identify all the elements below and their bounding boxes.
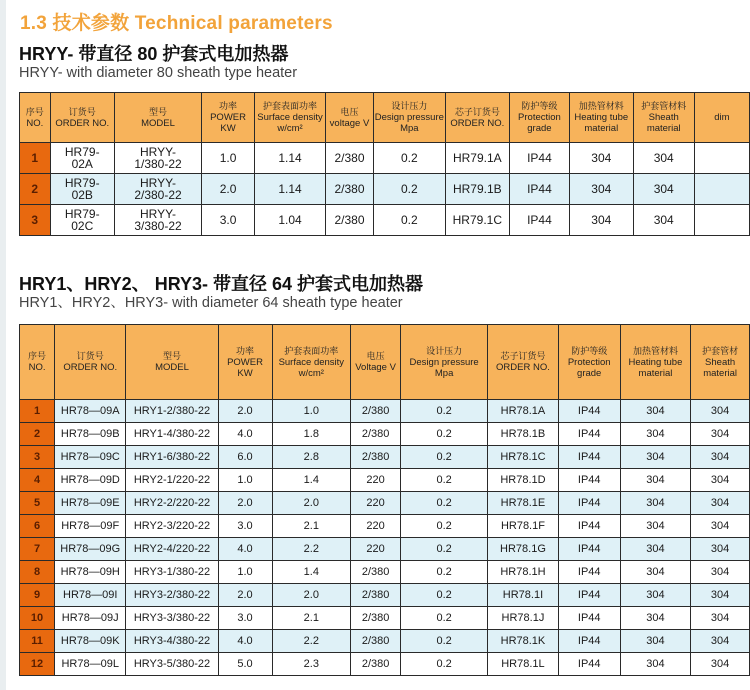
section-title: 1.3 技术参数 Technical parameters: [20, 13, 333, 34]
power-cell: 1.0: [202, 143, 255, 174]
dim-cell: [694, 174, 749, 205]
sheath-cell: 304: [633, 143, 694, 174]
core-cell: HR78.1A: [488, 400, 559, 423]
column-header: [20, 93, 51, 143]
column-header-cn: 序号: [25, 106, 44, 117]
sheath-cell: 304: [691, 492, 750, 515]
density-cell: 2.0: [272, 492, 351, 515]
pressure-cell: 0.2: [401, 515, 488, 538]
column-header-cn: 护套表面功率: [284, 345, 339, 356]
grade-cell: IP44: [558, 653, 620, 676]
row-number: 3: [20, 446, 55, 469]
pressure-cell: 0.2: [401, 538, 488, 561]
order-no-line1: HR79-: [64, 176, 100, 190]
column-header-cn: 型号: [162, 351, 181, 361]
table-row: [20, 653, 750, 676]
pressure-cell: 0.2: [401, 607, 488, 630]
order-no-line1: HR79-: [64, 145, 100, 159]
sheath-cell: 304: [691, 538, 750, 561]
power-cell: 2.0: [218, 584, 272, 607]
order-cell: HR78—09F: [55, 515, 126, 538]
model-cell: HRY3-4/380-22: [126, 630, 218, 653]
grade-cell: IP44: [558, 538, 620, 561]
model-cell: HRY3-1/380-22: [126, 561, 218, 584]
tube-cell: 304: [620, 607, 691, 630]
model-cell: HRY3-5/380-22: [126, 653, 218, 676]
column-header-cn: 护套表面功率: [263, 101, 318, 111]
column-header-cn: 功率: [219, 101, 238, 111]
column-header: [509, 93, 569, 143]
power-cell: 6.0: [218, 446, 272, 469]
density-cell: 1.8: [272, 423, 351, 446]
density-cell: 1.0: [272, 400, 351, 423]
voltage-cell: 2/380: [351, 446, 401, 469]
table1-title-en: HRYY- with diameter 80 sheath type heater: [19, 65, 298, 81]
column-header-cn: 设计压力: [391, 101, 428, 111]
tube-cell: 304: [569, 205, 633, 236]
order-cell: HR78—09A: [55, 400, 126, 423]
sheath-cell: 304: [633, 205, 694, 236]
tube-cell: 304: [569, 143, 633, 174]
column-header-cn: 设计压力: [426, 345, 463, 356]
table-row: [20, 607, 750, 630]
order-no-line2: 02A: [71, 157, 93, 171]
sheath-cell: 304: [691, 446, 750, 469]
table-row: [20, 205, 750, 236]
sheath-cell: 304: [691, 423, 750, 446]
pressure-cell: 0.2: [401, 446, 488, 469]
column-header-en: Surface density w/cm²: [278, 356, 345, 379]
order-cell: HR78—09J: [55, 607, 126, 630]
tube-cell: 304: [620, 469, 691, 492]
voltage-cell: 2/380: [326, 143, 374, 174]
grade-cell: IP44: [558, 423, 620, 446]
column-header-cn: 电压: [340, 106, 359, 117]
density-cell: 1.04: [255, 205, 326, 236]
density-cell: 2.1: [272, 607, 351, 630]
row-number: 1: [20, 143, 51, 174]
table-row: [20, 423, 750, 446]
model-line2: 2/380-22: [134, 188, 182, 202]
order-cell: HR78—09L: [55, 653, 126, 676]
sheath-cell: 304: [691, 607, 750, 630]
grade-cell: IP44: [509, 143, 569, 174]
pressure-cell: 0.2: [401, 584, 488, 607]
table2-title-cn: HRY1、HRY2、 HRY3- 带直径 64 护套式电加热器: [19, 274, 424, 294]
tube-cell: 304: [620, 630, 691, 653]
core-cell: HR78.1C: [488, 446, 559, 469]
row-number: 7: [20, 538, 55, 561]
column-header-cn: 防护等级: [571, 345, 608, 356]
tube-cell: 304: [620, 561, 691, 584]
core-cell: HR78.1D: [488, 469, 559, 492]
tube-cell: 304: [620, 423, 691, 446]
table1-spec-table: [19, 92, 750, 236]
column-header-en: Sheath material: [646, 112, 681, 134]
sheath-cell: 304: [633, 174, 694, 205]
column-header-en: MODEL: [155, 362, 189, 373]
model-line1: HRYY-: [139, 145, 177, 159]
column-header-cn: 订货号: [76, 351, 104, 361]
model-cell: [114, 205, 201, 236]
row-number: 1: [20, 400, 55, 423]
core-cell: HR79.1A: [445, 143, 509, 174]
column-header: [558, 325, 620, 400]
power-cell: 5.0: [218, 653, 272, 676]
power-cell: 1.0: [218, 561, 272, 584]
table-row: [20, 538, 750, 561]
column-header-cn: 芯子订货号: [454, 106, 500, 117]
tube-cell: 304: [620, 653, 691, 676]
voltage-cell: 2/380: [351, 584, 401, 607]
column-header-en: ORDER NO.: [63, 362, 118, 373]
column-header: [55, 325, 126, 400]
column-header-en: Voltage V: [355, 362, 396, 373]
column-header: [620, 325, 691, 400]
power-cell: 1.0: [218, 469, 272, 492]
density-cell: 1.14: [255, 143, 326, 174]
voltage-cell: 2/380: [351, 630, 401, 653]
model-cell: HRY2-1/220-22: [126, 469, 218, 492]
row-number: 12: [20, 653, 55, 676]
order-cell: HR78—09H: [55, 561, 126, 584]
pressure-cell: 0.2: [401, 630, 488, 653]
dim-cell: [694, 205, 749, 236]
power-cell: 3.0: [218, 607, 272, 630]
column-header-cn: 功率: [236, 345, 255, 356]
grade-cell: IP44: [558, 607, 620, 630]
order-cell: HR78—09K: [55, 630, 126, 653]
density-cell: 2.1: [272, 515, 351, 538]
column-header-en: NO.: [26, 117, 44, 129]
sheath-cell: 304: [691, 630, 750, 653]
grade-cell: IP44: [558, 561, 620, 584]
power-cell: 4.0: [218, 538, 272, 561]
tube-cell: 304: [620, 446, 691, 469]
model-cell: HRY1-6/380-22: [126, 446, 218, 469]
column-header-cn: 护套管材: [702, 345, 739, 356]
voltage-cell: 220: [351, 469, 401, 492]
row-number: 5: [20, 492, 55, 515]
column-header-en: NO.: [28, 362, 46, 373]
column-header: [255, 93, 326, 143]
power-cell: 3.0: [218, 515, 272, 538]
grade-cell: IP44: [558, 400, 620, 423]
table-row: [20, 469, 750, 492]
power-cell: 2.0: [202, 174, 255, 205]
row-number: 8: [20, 561, 55, 584]
column-header-cn: 型号: [148, 106, 167, 117]
column-header-cn: 订货号: [68, 106, 96, 117]
column-header-cn: 电压: [366, 351, 385, 361]
tube-cell: 304: [620, 400, 691, 423]
column-header: [114, 93, 201, 143]
column-header-en: Design pressure Mpa: [374, 112, 444, 134]
model-cell: HRY3-2/380-22: [126, 584, 218, 607]
order-no-cell: [50, 174, 114, 205]
order-cell: HR78—09C: [55, 446, 126, 469]
tube-cell: 304: [620, 584, 691, 607]
column-header: [694, 93, 749, 143]
voltage-cell: 2/380: [351, 400, 401, 423]
grade-cell: IP44: [509, 205, 569, 236]
table2-title-en: HRY1、HRY2、HRY3- with diameter 64 sheath type heater: [19, 295, 403, 311]
table-row: [20, 446, 750, 469]
row-number: 6: [20, 515, 55, 538]
table-row: [20, 630, 750, 653]
column-header: [218, 325, 272, 400]
grade-cell: IP44: [558, 584, 620, 607]
density-cell: 1.4: [272, 561, 351, 584]
order-cell: HR78—09D: [55, 469, 126, 492]
tube-cell: 304: [620, 492, 691, 515]
column-header-cn: 加热管材料: [632, 345, 678, 356]
pressure-cell: 0.2: [401, 653, 488, 676]
pressure-cell: 0.2: [401, 423, 488, 446]
power-cell: 4.0: [218, 630, 272, 653]
row-number: 4: [20, 469, 55, 492]
order-no-line2: 02B: [71, 188, 93, 202]
order-cell: HR78—09E: [55, 492, 126, 515]
sheath-cell: 304: [691, 515, 750, 538]
column-header: [633, 93, 694, 143]
column-header-en: Protection grade: [518, 112, 561, 134]
order-cell: HR78—09B: [55, 423, 126, 446]
column-header-en: dim: [714, 112, 730, 123]
column-header-en: ORDER NO.: [450, 117, 505, 129]
page-margin: [0, 0, 6, 690]
model-cell: HRY2-4/220-22: [126, 538, 218, 561]
column-header: [351, 325, 401, 400]
power-cell: 2.0: [218, 492, 272, 515]
core-cell: HR78.1E: [488, 492, 559, 515]
column-header-en: voltage V: [329, 117, 370, 129]
column-header-cn: 加热管材料: [578, 101, 624, 111]
order-no-line2: 02C: [71, 219, 94, 233]
column-header-en: ORDER NO.: [55, 117, 110, 129]
column-header: [569, 93, 633, 143]
order-cell: HR78—09I: [55, 584, 126, 607]
density-cell: 2.3: [272, 653, 351, 676]
density-cell: 1.4: [272, 469, 351, 492]
grade-cell: IP44: [558, 469, 620, 492]
sheath-cell: 304: [691, 400, 750, 423]
pressure-cell: 0.2: [373, 143, 445, 174]
table2-spec-table: [19, 324, 750, 676]
sheath-cell: 304: [691, 561, 750, 584]
column-header-en: Surface density w/cm²: [257, 112, 323, 134]
model-cell: HRY1-2/380-22: [126, 400, 218, 423]
column-header-en: ORDER NO.: [496, 362, 550, 373]
column-header: [126, 325, 218, 400]
voltage-cell: 220: [351, 515, 401, 538]
column-header: [326, 93, 374, 143]
pressure-cell: 0.2: [401, 561, 488, 584]
table-row: [20, 174, 750, 205]
voltage-cell: 220: [351, 538, 401, 561]
table1-title-cn: HRYY- 带直径 80 护套式电加热器: [19, 44, 289, 64]
model-cell: [114, 143, 201, 174]
voltage-cell: 2/380: [351, 653, 401, 676]
density-cell: 2.8: [272, 446, 351, 469]
column-header-en: MODEL: [141, 117, 175, 129]
core-cell: HR78.1F: [488, 515, 559, 538]
grade-cell: IP44: [509, 174, 569, 205]
column-header-en: POWER KW: [227, 356, 263, 379]
voltage-cell: 2/380: [351, 423, 401, 446]
table-row: [20, 400, 750, 423]
order-no-line1: HR79-: [64, 207, 100, 221]
table-row: [20, 515, 750, 538]
model-cell: HRY2-2/220-22: [126, 492, 218, 515]
voltage-cell: 2/380: [351, 561, 401, 584]
model-cell: HRY1-4/380-22: [126, 423, 218, 446]
table2-header-row: [20, 325, 750, 400]
power-cell: 2.0: [218, 400, 272, 423]
core-cell: HR79.1C: [445, 205, 509, 236]
voltage-cell: 2/380: [351, 607, 401, 630]
order-no-cell: [50, 205, 114, 236]
column-header-en: Protection grade: [567, 356, 611, 379]
column-header-en: POWER KW: [210, 112, 246, 134]
column-header-en: Heating tube material: [628, 356, 683, 379]
pressure-cell: 0.2: [401, 492, 488, 515]
core-cell: HR78.1B: [488, 423, 559, 446]
model-line2: 1/380-22: [134, 157, 182, 171]
column-header-en: Heating tube material: [574, 112, 629, 134]
grade-cell: IP44: [558, 515, 620, 538]
row-number: 2: [20, 174, 51, 205]
column-header: [50, 93, 114, 143]
core-cell: HR78.1G: [488, 538, 559, 561]
column-header-cn: 序号: [28, 351, 47, 361]
tube-cell: 304: [569, 174, 633, 205]
core-cell: HR78.1I: [488, 584, 559, 607]
core-cell: HR78.1K: [488, 630, 559, 653]
column-header: [202, 93, 255, 143]
model-line2: 3/380-22: [134, 219, 182, 233]
core-cell: HR78.1H: [488, 561, 559, 584]
table1-header-row: [20, 93, 750, 143]
row-number: 2: [20, 423, 55, 446]
order-cell: HR78—09G: [55, 538, 126, 561]
power-cell: 4.0: [218, 423, 272, 446]
table-row: [20, 561, 750, 584]
density-cell: 2.0: [272, 584, 351, 607]
pressure-cell: 0.2: [401, 400, 488, 423]
model-cell: HRY3-3/380-22: [126, 607, 218, 630]
column-header: [445, 93, 509, 143]
column-header-cn: 护套管材料: [641, 101, 687, 111]
core-cell: HR78.1L: [488, 653, 559, 676]
pressure-cell: 0.2: [373, 174, 445, 205]
core-cell: HR78.1J: [488, 607, 559, 630]
density-cell: 1.14: [255, 174, 326, 205]
power-cell: 3.0: [202, 205, 255, 236]
model-line1: HRYY-: [139, 207, 177, 221]
voltage-cell: 220: [351, 492, 401, 515]
column-header-en: Sheath material: [703, 356, 737, 379]
tube-cell: 304: [620, 538, 691, 561]
grade-cell: IP44: [558, 492, 620, 515]
table-row: [20, 584, 750, 607]
model-line1: HRYY-: [139, 176, 177, 190]
pressure-cell: 0.2: [373, 205, 445, 236]
voltage-cell: 2/380: [326, 174, 374, 205]
dim-cell: [694, 143, 749, 174]
table-row: [20, 492, 750, 515]
voltage-cell: 2/380: [326, 205, 374, 236]
row-number: 10: [20, 607, 55, 630]
model-cell: HRY2-3/220-22: [126, 515, 218, 538]
grade-cell: IP44: [558, 446, 620, 469]
sheath-cell: 304: [691, 469, 750, 492]
density-cell: 2.2: [272, 538, 351, 561]
column-header: [488, 325, 559, 400]
column-header-cn: 芯子订货号: [500, 351, 546, 361]
row-number: 11: [20, 630, 55, 653]
table-row: [20, 143, 750, 174]
sheath-cell: 304: [691, 584, 750, 607]
column-header-en: Design pressure Mpa: [409, 356, 479, 379]
model-cell: [114, 174, 201, 205]
tube-cell: 304: [620, 515, 691, 538]
sheath-cell: 304: [691, 653, 750, 676]
column-header: [272, 325, 351, 400]
row-number: 3: [20, 205, 51, 236]
order-no-cell: [50, 143, 114, 174]
density-cell: 2.2: [272, 630, 351, 653]
pressure-cell: 0.2: [401, 469, 488, 492]
row-number: 9: [20, 584, 55, 607]
column-header-cn: 防护等级: [521, 101, 558, 111]
column-header: [373, 93, 445, 143]
column-header: [401, 325, 488, 400]
column-header: [20, 325, 55, 400]
grade-cell: IP44: [558, 630, 620, 653]
core-cell: HR79.1B: [445, 174, 509, 205]
column-header: [691, 325, 750, 400]
